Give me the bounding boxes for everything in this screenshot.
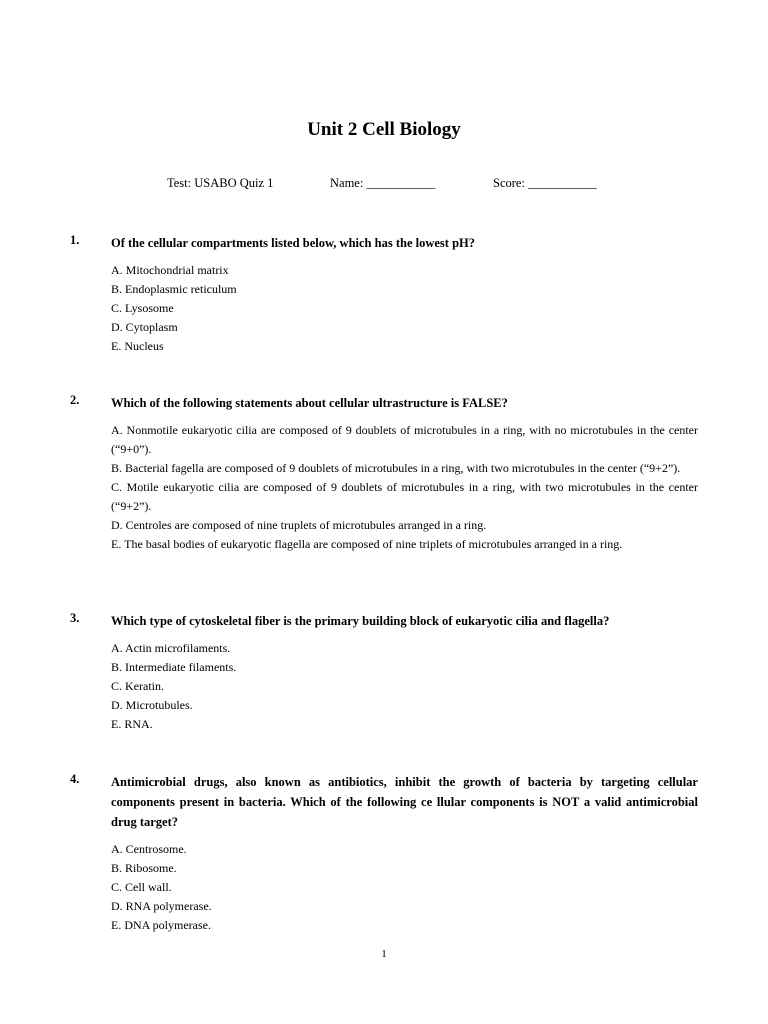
answer-choices [111, 261, 698, 356]
answer-choice: C. Keratin. [111, 679, 164, 693]
question-number: 3. [70, 611, 80, 625]
answer-choice: D. RNA polymerase. [111, 899, 212, 913]
document-title: Unit 2 Cell Biology [307, 119, 461, 140]
question-number: 1. [70, 233, 80, 247]
answer-choices [111, 421, 698, 554]
answer-choice: C. Cell wall. [111, 880, 172, 894]
question-number: 4. [70, 772, 80, 786]
question-text: Antimicrobial drugs, also known as antibiotics, inhibit the growth of bacteria by targeting cellular components present in bacteria. Which of the following ce llular components is NOT a valid antimicrobial drug target? [111, 775, 698, 829]
answer-choice: D. Cytoplasm [111, 320, 178, 334]
answer-choices [111, 639, 698, 734]
answer-choice: A. Mitochondrial matrix [111, 263, 229, 277]
answer-choice: A. Actin microfilaments. [111, 641, 231, 655]
answer-choice: B. Intermediate filaments. [111, 660, 237, 674]
question-number: 2. [70, 393, 80, 407]
name-field-label: Name: ___________ [330, 176, 436, 190]
answer-choice: E. Nucleus [111, 339, 164, 353]
answer-choice: B. Bacterial fagella are composed of 9 doublets of microtubules in a ring, with two microtubules in the center (“9+2”). [111, 461, 681, 475]
question-3 [70, 611, 698, 734]
answer-choices [111, 840, 698, 935]
test-label: Test: USABO Quiz 1 [167, 176, 274, 190]
question-4 [70, 772, 698, 935]
question-2 [70, 393, 698, 554]
answer-choice: D. Microtubules. [111, 698, 193, 712]
score-field-label: Score: ___________ [493, 176, 597, 190]
answer-choice: B. Ribosome. [111, 861, 177, 875]
answer-choice: C. Lysosome [111, 301, 174, 315]
answer-choice: A. Nonmotile eukaryotic cilia are composed of 9 doublets of microtubules in a ring, with no microtubules in the center (“9+0”). [111, 423, 698, 456]
question-text: Which of the following statements about cellular ultrastructure is FALSE? [111, 396, 508, 410]
answer-choice: E. RNA. [111, 717, 153, 731]
answer-choice: E. The basal bodies of eukaryotic flagella are composed of nine triplets of microtubules arranged in a ring. [111, 537, 623, 551]
question-text: Of the cellular compartments listed below, which has the lowest pH? [111, 236, 475, 250]
answer-choice: C. Motile eukaryotic cilia are composed of 9 doublets of microtubules in a ring, with two microtubules in the center (“9+2”). [111, 480, 698, 513]
page-number: 1 [381, 948, 387, 960]
answer-choice: E. DNA polymerase. [111, 918, 211, 932]
answer-choice: A. Centrosome. [111, 842, 187, 856]
answer-choice: D. Centroles are composed of nine truplets of microtubules arranged in a ring. [111, 518, 487, 532]
question-1 [70, 233, 698, 356]
answer-choice: B. Endoplasmic reticulum [111, 282, 237, 296]
question-text: Which type of cytoskeletal fiber is the primary building block of eukaryotic cilia and flagella? [111, 614, 610, 628]
